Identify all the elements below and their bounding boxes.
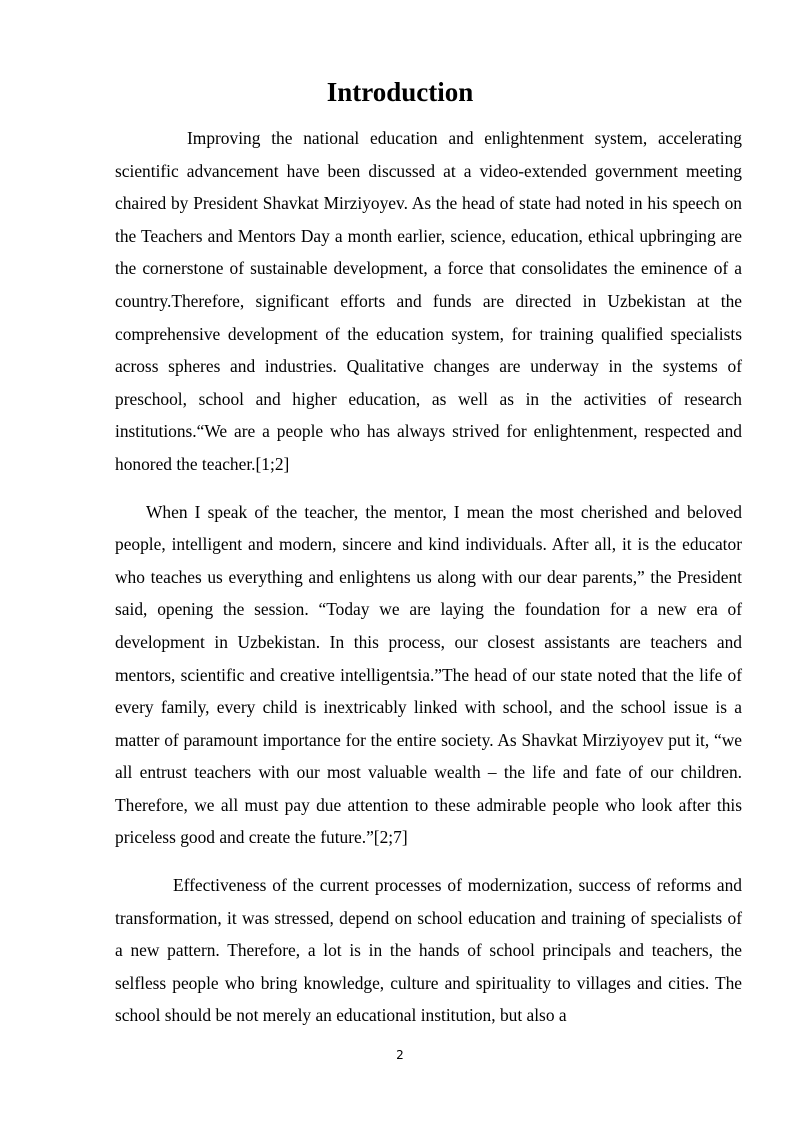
page-number: 2 <box>396 1048 404 1062</box>
body-text <box>115 122 742 1032</box>
page-title: Introduction <box>326 77 474 107</box>
paragraph-2: When I speak of the teacher, the mentor, I mean the most cherished and beloved people, intelligent and modern, sincere and kind individuals. After all, it is the educator who teaches us everything and enlightens us along with our dear parents,” the President said, opening the session. “Today we are laying the foundation for a new era of development in Uzbekistan. In this process, our closest assistants are teachers and mentors, scientific and creative intelligentsia.”The head of our state noted that the life of every family, every child is inextricably linked with school, and the school issue is a matter of paramount importance for the entire society. As Shavkat Mirziyoyev put it, “we all entrust teachers with our most valuable wealth – the life and fate of our children. Therefore, we all must pay due attention to these admirable people who look after this priceless good and create the future.”[2;7] <box>115 501 742 848</box>
paragraph-3: Effectiveness of the current processes of modernization, success of reforms and transformation, it was stressed, depend on school education and training of specialists of a new pattern. Therefore, a lot is in the hands of school principals and teachers, the selfless people who bring knowledge, culture and spirituality to villages and cities. The school should be not merely an educational institution, but also a <box>115 875 742 1026</box>
paragraph-1: Improving the national education and enlightenment system, accelerating scientific advancement have been discussed at a video-extended government meeting chaired by President Shavkat Mirziyoyev. As the head of state had noted in his speech on the Teachers and Mentors Day a month earlier, science, education, ethical upbringing are the cornerstone of sustainable development, a force that consolidates the eminence of a country.Therefore, significant efforts and funds are directed in Uzbekistan at the comprehensive development of the education system, for training qualified specialists across spheres and industries. Qualitative changes are underway in the systems of preschool, school and higher education, as well as in the activities of research institutions.“We are a people who has always strived for enlightenment, respected and honored the teacher.[1;2] <box>115 128 742 474</box>
